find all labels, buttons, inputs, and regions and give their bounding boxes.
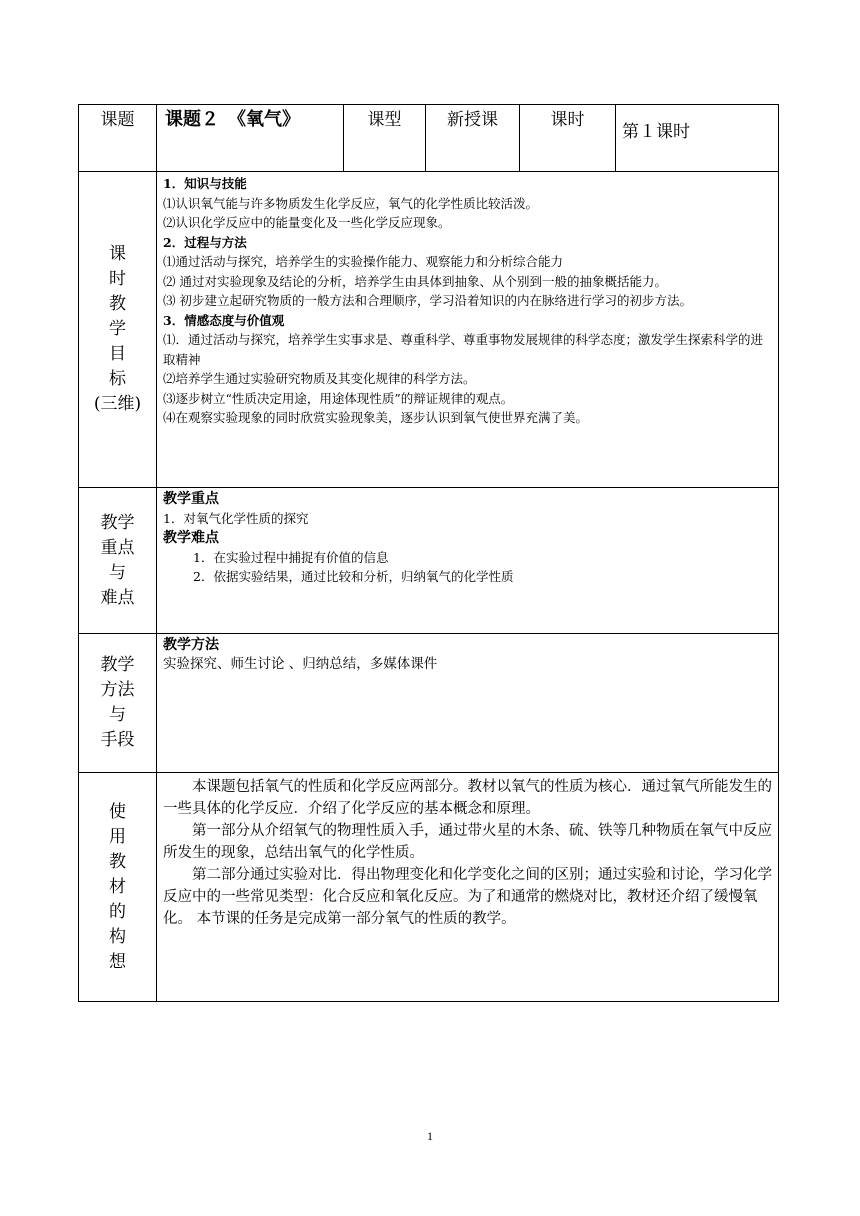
methods-content bbox=[157, 634, 779, 773]
conception-label-char: 材 bbox=[109, 876, 126, 897]
objectives-label-char: 时 bbox=[109, 269, 126, 289]
conception-content bbox=[157, 773, 779, 1002]
process-item: ⑴通过活动与探究，培养学生的实验操作能力、观察能力和分析综合能力 bbox=[163, 254, 564, 269]
period-value: 第１课时 bbox=[616, 105, 779, 172]
keypoints-label-line: 难点 bbox=[100, 587, 135, 608]
methods-row bbox=[79, 634, 779, 773]
emotion-item: ⑵培养学生通过实验研究物质及其变化规律的科学方法。 bbox=[163, 371, 476, 386]
objectives-row bbox=[79, 172, 779, 488]
conception-label-char: 使 bbox=[109, 801, 126, 822]
keypoints-content bbox=[157, 488, 779, 634]
objectives-label-char: (三维) bbox=[93, 394, 142, 414]
conception-label-char: 想 bbox=[109, 951, 126, 972]
methods-label-line: 手段 bbox=[100, 730, 135, 750]
key-point-item: 1．对氧气化学性质的探究 bbox=[163, 511, 309, 526]
conception-label-char: 构 bbox=[109, 926, 126, 947]
objectives-content bbox=[157, 172, 779, 488]
emotion-item: ⑴．通过活动与探究，培养学生实事求是、尊重科学、尊重事物发展规律的科学态度；激发学生探索科学的进取精神 bbox=[163, 332, 764, 367]
conception-label-char: 教 bbox=[109, 851, 126, 872]
conception-label bbox=[79, 773, 157, 1002]
methods-title: 教学方法 bbox=[163, 637, 219, 653]
emotion-item: ⑷在观察实验现象的同时欣赏实验现象美，逐步认识到氧气使世界充满了美。 bbox=[163, 410, 589, 425]
methods-label-line: 方法 bbox=[100, 680, 135, 700]
conception-label-char: 的 bbox=[109, 901, 126, 922]
conception-paragraph: 本课题包括氧气的性质和化学反应两部分。教材以氧气的性质为核心．通过氧气所能发生的一些具体的化学反应．介绍了化学反应的基本概念和原理。 bbox=[163, 779, 772, 817]
keypoints-label bbox=[79, 488, 157, 634]
period-label: 课时 bbox=[520, 105, 616, 172]
emotion-item: ⑶逐步树立“性质决定用途，用途体现性质”的辩证规律的观点。 bbox=[163, 390, 514, 406]
knowledge-item: ⑵认识化学反应中的能量变化及一些化学反应现象。 bbox=[163, 215, 451, 230]
methods-label bbox=[79, 634, 157, 773]
header-row bbox=[79, 105, 779, 172]
process-item: ⑵ 通过对实验现象及结论的分析，培养学生由具体到抽象、从个别到一般的抽象概括能力。 bbox=[163, 273, 667, 289]
process-item: ⑶ 初步建立起研究物质的一般方法和合理顺序，学习沿着知识的内在脉络进行学习的初步方法。 bbox=[163, 293, 692, 308]
topic-value: 课题２ 《氧气》 bbox=[157, 105, 344, 172]
knowledge-title: 1．知识与技能 bbox=[163, 176, 247, 191]
difficulty-item: 1．在实验过程中捕捉有价值的信息 bbox=[193, 549, 389, 565]
type-value: 新授课 bbox=[426, 105, 520, 172]
conception-label-char: 用 bbox=[109, 826, 126, 847]
page-number: 1 bbox=[427, 1129, 433, 1143]
conception-row bbox=[79, 773, 779, 1002]
difficulty-item: 2．依据实验结果，通过比较和分析，归纳氧气的化学性质 bbox=[193, 569, 514, 584]
keypoints-label-line: 与 bbox=[109, 562, 126, 583]
objectives-label-char: 学 bbox=[109, 319, 126, 339]
conception-paragraph: 第二部分通过实验对比．得出物理变化和化学变化之间的区别；通过实验和讨论，学习化学反应中的一些常见类型：化合反应和氧化反应。为了和通常的燃烧对比，教材还介绍了缓慢氧化。 本节课的任务是完成第一部分氧气的性质的教学。 bbox=[163, 867, 772, 927]
methods-text: 实验探究、师生讨论 、归纳总结，多媒体课件 bbox=[163, 656, 438, 672]
keypoints-label-line: 重点 bbox=[100, 537, 135, 558]
difficulty-title: 教学难点 bbox=[163, 529, 219, 546]
objectives-label bbox=[79, 172, 157, 488]
emotion-title: 3．情感态度与价值观 bbox=[163, 312, 285, 328]
objectives-label-char: 标 bbox=[109, 369, 126, 389]
type-label: 课型 bbox=[344, 105, 426, 172]
objectives-label-char: 目 bbox=[109, 344, 126, 364]
key-points-title: 教学重点 bbox=[163, 491, 219, 507]
methods-label-line: 教学 bbox=[100, 655, 135, 675]
conception-paragraph: 第一部分从介绍氧气的物理性质入手，通过带火星的木条、硫、铁等几种物质在氧气中反应所发生的现象，总结出氧气的化学性质。 bbox=[163, 823, 772, 861]
knowledge-item: ⑴认识氧气能与许多物质发生化学反应，氧气的化学性质比较活泼。 bbox=[163, 195, 539, 211]
keypoints-row bbox=[79, 488, 779, 634]
lesson-plan-table bbox=[78, 104, 779, 1002]
objectives-label-char: 课 bbox=[109, 244, 126, 264]
methods-label-line: 与 bbox=[109, 705, 126, 725]
objectives-label-char: 教 bbox=[109, 294, 126, 314]
topic-label: 课题 bbox=[79, 105, 157, 172]
process-title: 2．过程与方法 bbox=[163, 234, 247, 250]
keypoints-label-line: 教学 bbox=[100, 512, 135, 533]
